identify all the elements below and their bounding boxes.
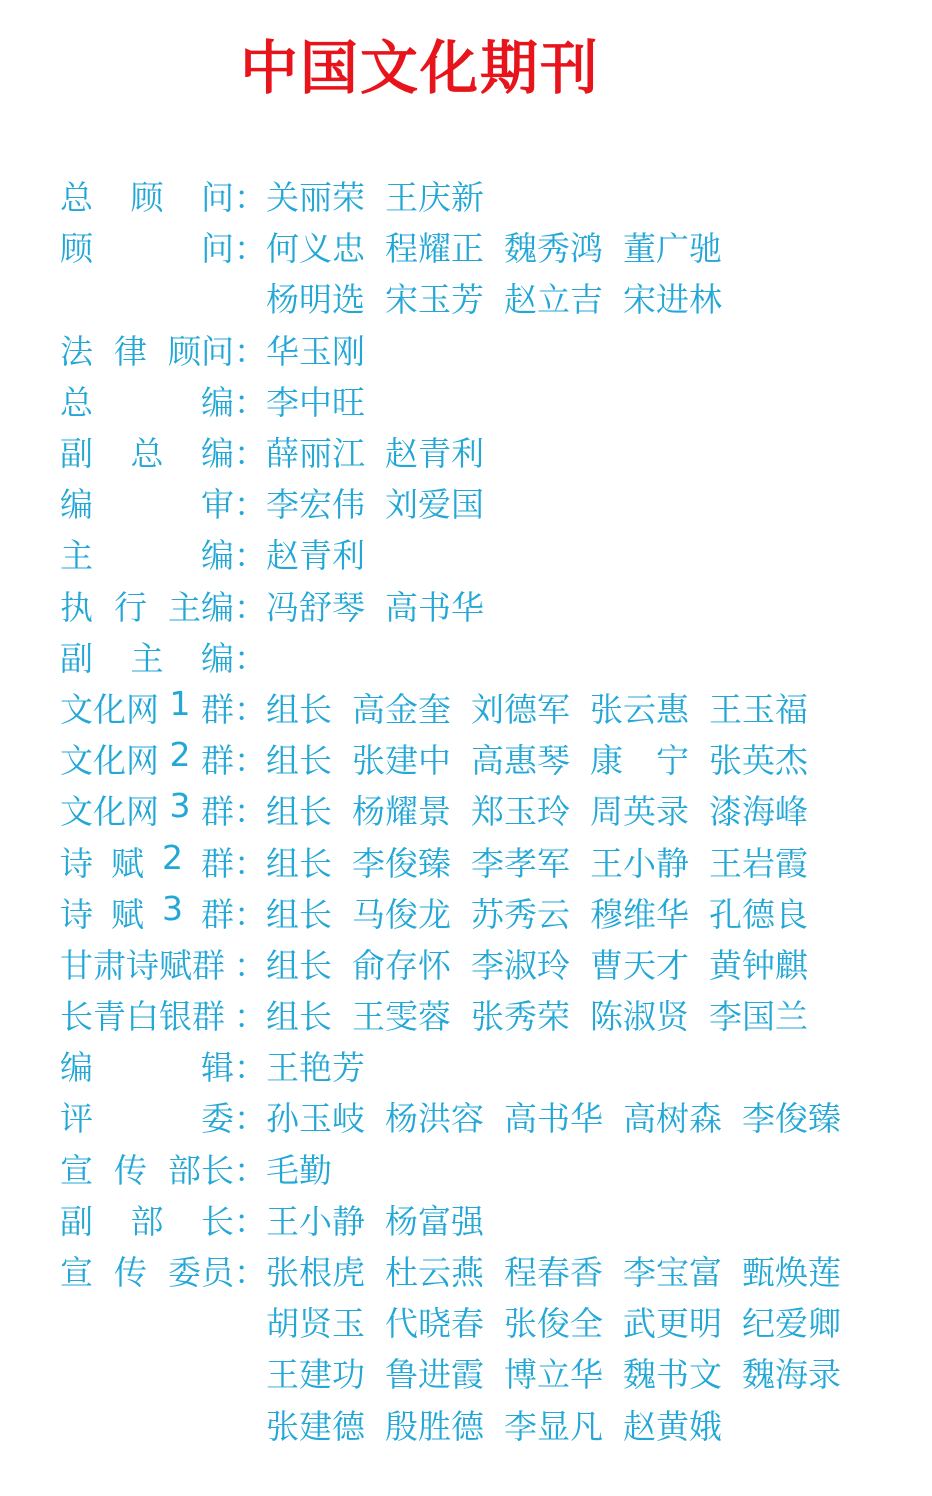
roster-row [60,1091,861,1142]
colon-separator: ： [234,638,267,678]
colon-separator: ： [234,178,267,218]
roster-row [60,528,861,579]
role-label-part: 长 [201,1201,234,1241]
member-name: 周英录 [590,792,689,832]
colon-separator: ： [234,434,267,474]
member-name: 毛勤 [266,1150,332,1190]
roster-row [60,631,861,682]
member-name: 高书华 [504,1099,603,1139]
member-name: 李国兰 [709,997,808,1037]
colon-separator: ： [234,536,267,576]
roster-row [60,580,861,631]
role-label-part: 编 [60,1048,93,1088]
member-names [266,735,828,782]
roster-row [60,887,861,938]
role-label-part: 编 [60,485,93,525]
member-name: 张云惠 [590,689,689,729]
member-names [266,377,385,424]
member-name: 殷胜德 [385,1406,484,1446]
member-name: 康 宁 [590,741,689,781]
member-name: 代晓春 [385,1304,484,1344]
member-name: 杨富强 [385,1201,484,1241]
role-label [60,1042,234,1089]
role-label-part: 行 [114,587,147,627]
roster-row [60,1399,861,1450]
member-names [266,530,385,577]
group-leader-label: 组长 [266,792,332,832]
member-names [266,786,828,833]
member-name: 董广驰 [623,229,722,269]
member-name: 胡贤玉 [266,1304,365,1344]
group-leader-label: 组长 [266,843,332,883]
member-name: 杨耀景 [352,792,451,832]
member-names [266,428,504,475]
role-label [60,633,234,680]
role-label [60,428,234,475]
role-label-part: 顾 [60,229,93,269]
role-label-part: 部长 [168,1150,234,1190]
role-label [60,172,234,219]
role-label [60,735,234,782]
member-name: 张俊全 [504,1304,603,1344]
role-label-part: 律 [114,331,147,371]
member-name: 刘爱国 [385,485,484,525]
member-name: 关丽荣 [266,178,365,218]
role-label-part: 宣 [60,1150,93,1190]
staff-roster [60,170,861,1450]
roster-row [60,477,861,528]
role-label-part: 主编 [168,587,234,627]
member-names [266,1093,861,1140]
member-name: 赵黄娥 [623,1406,722,1446]
role-label [60,991,234,1038]
member-name: 曹天才 [590,945,689,985]
member-name: 张建中 [352,741,451,781]
member-name: 黄钟麒 [709,945,808,985]
member-name: 李俊臻 [742,1099,841,1139]
member-name: 甄焕莲 [742,1253,841,1293]
member-name: 魏书文 [623,1355,722,1395]
roster-row [60,989,861,1040]
role-label-part: 文化网 [60,689,159,729]
role-label-part: 问 [201,178,234,218]
colon-separator: ： [234,1099,267,1139]
roster-row [60,1143,861,1194]
role-label-part: 编 [201,434,234,474]
member-name: 张英杰 [709,741,808,781]
member-name: 王庆新 [385,178,484,218]
role-label-part: 总 [60,382,93,422]
roster-row [60,221,861,272]
group-leader-label: 组长 [266,894,332,934]
role-label-part: 诗 [60,894,93,934]
roster-row [60,272,861,323]
role-label-part: 顾问 [168,331,234,371]
role-label-part: 副 [60,434,93,474]
member-name: 博立华 [504,1355,603,1395]
role-label-part: 编 [201,382,234,422]
member-name: 陈淑贤 [590,997,689,1037]
role-label-part: 编 [201,638,234,678]
role-label-part: 文化网 [60,741,159,781]
roster-row [60,375,861,426]
member-names [266,479,504,526]
member-names [266,889,828,936]
member-name: 苏秀云 [471,894,570,934]
role-label-part: 总 [60,178,93,218]
colon-separator: ： [234,229,267,269]
roster-row [60,835,861,886]
role-label [60,940,234,987]
colon-separator: ： [234,1048,267,1088]
member-name: 漆海峰 [709,792,808,832]
member-name: 王玉福 [709,689,808,729]
member-name: 魏海录 [742,1355,841,1395]
member-name: 李显凡 [504,1406,603,1446]
role-label-part: 群 [201,894,234,934]
member-name: 宋玉芳 [385,280,484,320]
role-label-part: 2 [162,837,183,877]
member-name: 王雯蓉 [352,997,451,1037]
roster-row [60,1296,861,1347]
member-names [266,991,828,1038]
member-name: 高金奎 [352,689,451,729]
member-name: 武更明 [623,1304,722,1344]
role-label-part: 审 [201,485,234,525]
member-name: 孔德良 [709,894,808,934]
role-label-part: 长青白银群 [60,997,225,1037]
colon-separator: ： [234,1150,267,1190]
member-name: 鲁进霞 [385,1355,484,1395]
role-label-part: 3 [162,888,183,928]
member-names [266,1042,385,1089]
role-label-part: 传 [114,1150,147,1190]
role-label-part: 顾 [130,178,164,218]
member-names [266,940,828,987]
role-label [60,1247,234,1294]
role-label [60,889,234,936]
role-label [60,838,234,885]
colon-separator: ： [234,843,267,883]
role-label-part: 主 [60,536,93,576]
role-label-part: 2 [169,735,191,775]
role-label-part: 副 [60,1201,93,1241]
role-label-part: 赋 [111,843,144,883]
member-names [266,1401,742,1448]
member-name: 穆维华 [590,894,689,934]
role-label [60,1145,234,1192]
roster-row [60,426,861,477]
member-names [266,1349,861,1396]
member-name: 宋进林 [623,280,722,320]
colon-separator: ： [234,997,267,1037]
member-names [266,223,742,270]
colon-separator: ： [234,587,267,627]
member-name: 薛丽江 [266,434,365,474]
role-label-part: 部 [130,1201,164,1241]
role-label-part: 1 [169,683,191,723]
member-name: 李俊臻 [352,843,451,883]
roster-row [60,1040,861,1091]
role-label-part: 群 [201,689,234,729]
member-name: 王岩霞 [709,843,808,883]
role-label-part: 评 [60,1099,93,1139]
member-name: 孙玉岐 [266,1099,365,1139]
member-name: 李孝军 [471,843,570,883]
colon-separator: ： [234,331,267,371]
member-name: 张根虎 [266,1253,365,1293]
member-name: 王建功 [266,1355,365,1395]
roster-row [60,733,861,784]
role-label-part: 问 [201,229,234,269]
roster-row [60,170,861,221]
role-label [60,377,234,424]
roster-row [60,682,861,733]
member-name: 纪爱卿 [742,1304,841,1344]
member-name: 程耀正 [385,229,484,269]
member-name: 李中旺 [266,382,365,422]
colon-separator: ： [234,689,267,729]
member-names [266,838,828,885]
role-label-part: 传 [114,1253,147,1293]
role-label-part: 文化网 [60,792,159,832]
role-label [60,479,234,526]
group-leader-label: 组长 [266,689,332,729]
member-name: 冯舒琴 [266,587,365,627]
role-label [60,684,234,731]
member-name: 杨明选 [266,280,365,320]
role-label [60,1093,234,1140]
group-leader-label: 组长 [266,741,332,781]
member-name: 王艳芳 [266,1048,365,1088]
page-title: 中国文化期刊 [240,34,601,102]
member-name: 华玉刚 [266,331,365,371]
roster-row [60,1347,861,1398]
role-label-part: 编 [201,536,234,576]
role-label-part: 副 [60,638,93,678]
colon-separator: ： [234,1201,267,1241]
role-label-part: 甘肃诗赋群 [60,945,225,985]
member-name: 李宏伟 [266,485,365,525]
roster-row [60,784,861,835]
roster-row [60,324,861,375]
colon-separator: ： [234,894,267,934]
role-label-part: 辑 [201,1048,234,1088]
member-names [266,1145,352,1192]
roster-row [60,938,861,989]
role-label-part: 群 [201,741,234,781]
member-name: 何义忠 [266,229,365,269]
role-label [60,1196,234,1243]
member-name: 程春香 [504,1253,603,1293]
member-name: 赵青利 [385,434,484,474]
member-names [266,274,742,321]
member-name: 王小静 [266,1201,365,1241]
member-name: 张秀荣 [471,997,570,1037]
member-name: 杜云燕 [385,1253,484,1293]
role-label [60,326,234,373]
role-label-part: 执 [60,587,93,627]
member-names [266,1298,861,1345]
role-label [60,786,234,833]
role-label-part: 委 [201,1099,234,1139]
member-names [266,326,385,373]
member-names [266,684,828,731]
role-label-part: 宣 [60,1253,93,1293]
role-label-part: 群 [201,792,234,832]
member-name: 俞存怀 [352,945,451,985]
member-name: 赵青利 [266,536,365,576]
role-label-part: 委员 [168,1253,234,1293]
member-name: 李宝富 [623,1253,722,1293]
group-leader-label: 组长 [266,997,332,1037]
group-leader-label: 组长 [266,945,332,985]
member-name: 高树森 [623,1099,722,1139]
member-name: 杨洪容 [385,1099,484,1139]
colon-separator: ： [234,1253,267,1293]
role-label-part: 总 [130,434,164,474]
member-name: 张建德 [266,1406,365,1446]
roster-row [60,1245,861,1296]
colon-separator: ： [234,382,267,422]
role-label-part: 群 [201,843,234,883]
role-label-part: 法 [60,331,93,371]
member-name: 魏秀鸿 [504,229,603,269]
roster-row [60,1194,861,1245]
role-label-part: 3 [169,786,191,826]
colon-separator: ： [234,792,267,832]
role-label [60,582,234,629]
member-name: 郑玉玲 [471,792,570,832]
member-names [266,172,504,219]
member-name: 高惠琴 [471,741,570,781]
colon-separator: ： [234,945,267,985]
role-label-part: 主 [130,638,164,678]
role-label [60,530,234,577]
colon-separator: ： [234,485,267,525]
member-names [266,1196,504,1243]
role-label-part: 赋 [111,894,144,934]
member-name: 王小静 [590,843,689,883]
member-name: 赵立吉 [504,280,603,320]
member-name: 高书华 [385,587,484,627]
member-name: 李淑玲 [471,945,570,985]
member-name: 马俊龙 [352,894,451,934]
member-names [266,582,504,629]
colon-separator: ： [234,741,267,781]
role-label-part: 诗 [60,843,93,883]
member-name: 刘德军 [471,689,570,729]
member-names [266,1247,861,1294]
role-label [60,223,234,270]
